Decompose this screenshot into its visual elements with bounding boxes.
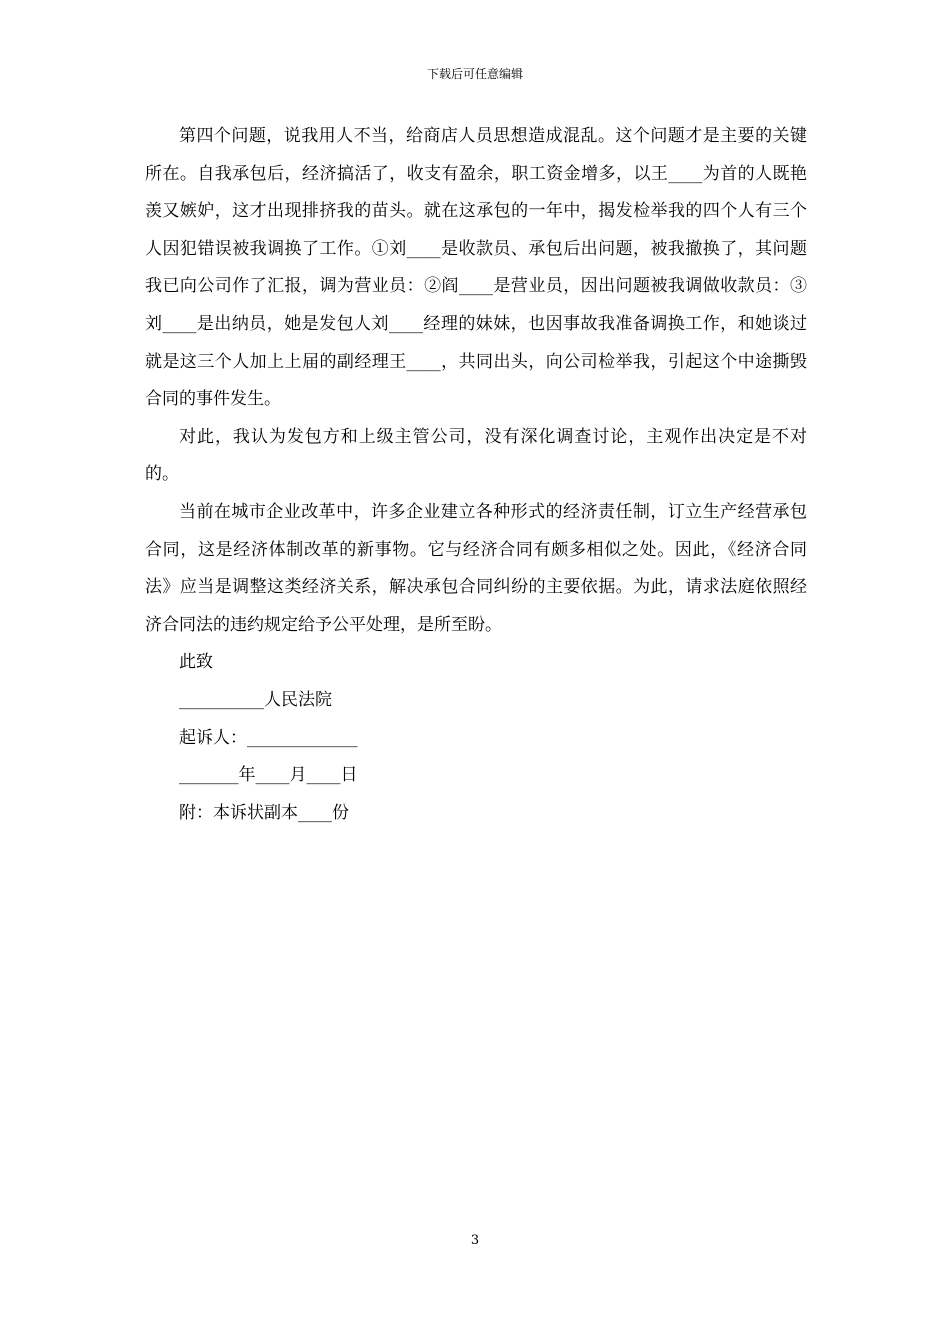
paragraph-issue-four: 第四个问题，说我用人不当，给商店人员思想造成混乱。这个问题才是主要的关键所在。自我承包后，经济搞活了，收支有盈余，职工资金增多，以王____为首的人既艳羡又嫉妒，这才出现排挤我的苗头。就在这承包的一年中，揭发检举我的四个人有三个人因犯错误被我调换了工作。①刘____是收款员、承包后出问题，被我撤换了，其问题我已向公司作了汇报，调为营业员：②阎____是营业员，因出问题被我调做收款员：③刘____是出纳员，她是发包人刘____经理的妹妹，也因事故我准备调换工作，和她谈过就是这三个人加上上届的副经理王____，共同出头，向公司检举我，引起这个中途撕毁合同的事件发生。	[145, 126, 807, 410]
header-text: 下载后可任意编辑	[426, 67, 523, 81]
paragraph-legal-basis: 当前在城市企业改革中，许多企业建立各种形式的经济责任制，订立生产经营承包合同，这是经济体制改革的新事物。它与经济合同有颇多相似之处。因此，《经济合同法》应当是调整这类经济关系，解决承包合同纠纷的主要依据。为此，请求法庭依照经济合同法的违约规定给予公平处理，是所至盼。	[145, 501, 807, 635]
plaintiff-line: 起诉人：_____________	[179, 727, 358, 748]
page-number-text: 3	[470, 1233, 480, 1248]
date-line: _______年____月____日	[179, 765, 358, 786]
closing-salutation: 此致	[179, 652, 213, 673]
paragraph-objection: 对此，我认为发包方和上级主管公司，没有深化调查讨论，主观作出决定是不对的。	[145, 426, 807, 485]
document-body	[145, 118, 807, 832]
page-number	[0, 1233, 950, 1249]
court-name-line: __________人民法院	[179, 689, 332, 710]
page-header	[0, 66, 950, 82]
attachment-line: 附：本诉状副本____份	[179, 802, 349, 823]
